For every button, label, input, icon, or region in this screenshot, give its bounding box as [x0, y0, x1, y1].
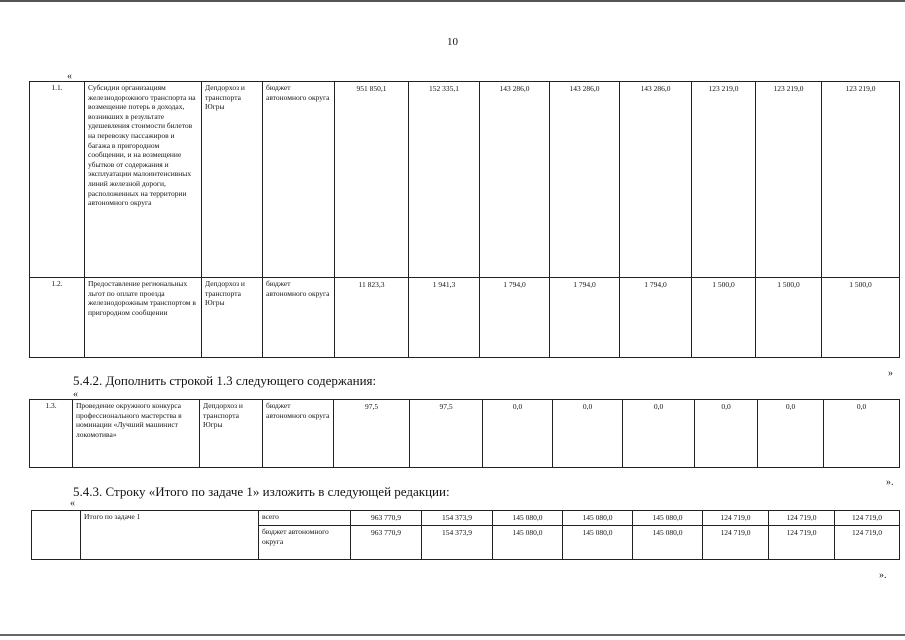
table-row [30, 400, 900, 468]
total-label: Итого по задаче 1 [81, 511, 259, 560]
page-number: 10 [447, 36, 458, 48]
subsidies-table [29, 81, 900, 358]
value-cell: 123 219,0 [756, 82, 822, 278]
value-cell: 143 286,0 [480, 82, 550, 278]
value-cell: 963 770,9 [351, 526, 422, 560]
row-source: бюджет автономного округа [259, 526, 351, 560]
value-cell: 145 080,0 [633, 511, 703, 526]
value-cell: 143 286,0 [550, 82, 620, 278]
value-cell: 0,0 [483, 400, 553, 468]
row-executor: Депдорхоз и транспорта Югры [200, 400, 263, 468]
row-source: бюджет автономного округа [263, 400, 334, 468]
value-cell: 154 373,9 [422, 511, 493, 526]
value-cell: 145 080,0 [563, 511, 633, 526]
row-index: 1.3. [30, 400, 73, 468]
contest-table [29, 399, 900, 468]
open-quote-1: « [67, 71, 72, 82]
total-table [31, 510, 900, 560]
value-cell: 123 219,0 [692, 82, 756, 278]
open-quote-2: « [73, 389, 78, 400]
value-cell: 97,5 [410, 400, 483, 468]
value-cell: 154 373,9 [422, 526, 493, 560]
value-cell: 123 219,0 [822, 82, 900, 278]
value-cell: 0,0 [553, 400, 623, 468]
section-heading-5-4-3: 5.4.3. Строку «Итого по задаче 1» изложить в следующей редакции: [73, 484, 450, 499]
value-cell: 1 941,3 [409, 278, 480, 358]
open-quote-3: « [70, 498, 75, 509]
value-cell: 124 719,0 [769, 526, 835, 560]
section-heading-5-4-2: 5.4.2. Дополнить строкой 1.3 следующего содержания: [73, 373, 377, 388]
row-name: Субсидии организациям железнодорожного транспорта на возмещение потерь в доходах, возникших в результате удешевления стоимости билетов на перевозку пассажиров и багажа в пригородном сообщении, и на возмещение убытков от содержания и эксплуатации малоинтенсивных линий железной дороги, расположенных на территории автономного округа [85, 82, 202, 278]
table-row [32, 511, 900, 526]
value-cell: 124 719,0 [835, 511, 900, 526]
value-cell: 0,0 [695, 400, 758, 468]
row-index: 1.2. [30, 278, 85, 358]
scan-edge-bottom [0, 634, 905, 636]
value-cell: 143 286,0 [620, 82, 692, 278]
table-row [30, 278, 900, 358]
value-cell: 124 719,0 [703, 526, 769, 560]
value-cell: 1 794,0 [620, 278, 692, 358]
value-cell: 152 335,1 [409, 82, 480, 278]
value-cell: 0,0 [824, 400, 900, 468]
value-cell: 124 719,0 [703, 511, 769, 526]
value-cell: 1 500,0 [692, 278, 756, 358]
row-source: бюджет автономного округа [263, 82, 335, 278]
value-cell: 11 823,3 [335, 278, 409, 358]
row-executor: Депдорхоз и транспорта Югры [202, 82, 263, 278]
close-quote-1: » [888, 368, 893, 379]
value-cell: 1 500,0 [756, 278, 822, 358]
value-cell: 124 719,0 [835, 526, 900, 560]
row-executor: Депдорхоз и транспорта Югры [202, 278, 263, 358]
row-source: всего [259, 511, 351, 526]
table-row [30, 82, 900, 278]
close-quote-3: ». [879, 570, 887, 581]
scan-edge-top [0, 0, 905, 2]
value-cell: 963 770,9 [351, 511, 422, 526]
row-source: бюджет автономного округа [263, 278, 335, 358]
value-cell: 145 080,0 [633, 526, 703, 560]
value-cell: 145 080,0 [563, 526, 633, 560]
value-cell: 951 850,1 [335, 82, 409, 278]
row-name: Предоставление региональных льгот по оплате проезда железнодорожным транспортом в пригородном сообщении [85, 278, 202, 358]
value-cell: 0,0 [623, 400, 695, 468]
close-quote-2: ». [886, 477, 894, 488]
value-cell: 97,5 [334, 400, 410, 468]
value-cell: 145 080,0 [493, 526, 563, 560]
row-index: 1.1. [30, 82, 85, 278]
value-cell: 1 794,0 [480, 278, 550, 358]
value-cell: 145 080,0 [493, 511, 563, 526]
value-cell: 124 719,0 [769, 511, 835, 526]
value-cell: 1 794,0 [550, 278, 620, 358]
value-cell: 0,0 [758, 400, 824, 468]
value-cell: 1 500,0 [822, 278, 900, 358]
row-name: Проведение окружного конкурса профессионального мастерства в номинации «Лучший машинист локомотива» [73, 400, 200, 468]
row-index [32, 511, 81, 560]
